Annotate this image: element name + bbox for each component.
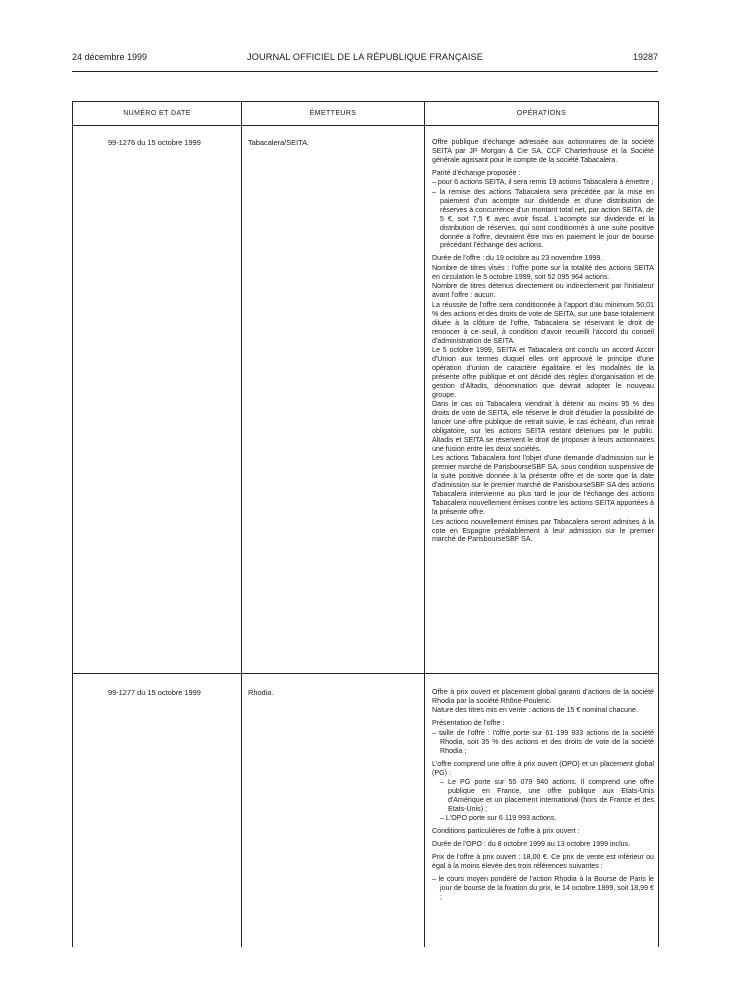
- column-header-emetteurs: ÉMETTEURS: [309, 110, 357, 117]
- paragraph: Durée de l'OPO : du 8 octobre 1999 au 13 octobre 1999 inclus.: [432, 840, 631, 849]
- operations-table: [72, 101, 659, 947]
- list-item: – L'OPO porte sur 6 119 993 actions.: [432, 814, 654, 823]
- paragraph: Les actions Tabacalera font l'objet d'une demande d'admission sur le premier marché de ParisbourseSBF SA, sous condition suspensive de la suite positive donnée à la présente offre et de sorte que la date d'admission sur le premier marché de ParisbourseSBF SA des actions Tabacalera intervienne au plus tard le jour de l'échange des actions Tabacalera nouvellement émises contre les actions SEITA apportées à la présente offre.: [432, 454, 654, 517]
- paragraph: Offre publique d'échange adressée aux actionnaires de la société SEITA par JP Morgan & Cie SA, CCF Charterhouse et la Société générale agissant pour le compte de la société Tabacalera.: [432, 138, 654, 164]
- row-2-emetteur: Rhodia.: [248, 688, 274, 697]
- list-item: – le cours moyen pondéré de l'action Rhodia à la Bourse de Paris le jour de bourse de la fixation du prix, le 14 octobre 1999, soit 18,99 € ;: [432, 875, 654, 902]
- paragraph: Durée de l'offre : du 19 octobre au 23 novembre 1999.: [432, 254, 603, 263]
- column-divider: [424, 102, 425, 947]
- header-date: 24 décembre 1999: [72, 52, 148, 62]
- row-divider: [73, 673, 658, 674]
- column-header-numero: NUMÉRO ET DATE: [123, 110, 191, 117]
- row-1-operations: [432, 138, 654, 545]
- list-item: – la remise des actions Tabacalera sera précédée par la mise en paiement d'un acompte sur dividende et d'une distribution de réserves à concurrence d'un montant total net, par action SEITA, de 5 €, soit 7,5 € avec avoir fiscal. L'acompte sur dividende et la distribution de réserves, qui sont conditionnés à une suite positive donnée à l'offre, devraient être mis en paiement le jour de bourse précédant l'échange des actions.: [432, 188, 654, 251]
- bullet-list: [432, 875, 654, 902]
- paragraph: La réussite de l'offre sera conditionnée à l'apport d'au minimum 50,01 % des actions et des droits de vote de SEITA, sur une base totalement diluée à la clôture de l'offre, Tabacalera se réservant le droit de renoncer à ce seuil, à condition d'avoir recueilli l'accord du conseil d'administration de SEITA.: [432, 300, 654, 345]
- row-2-operations: [432, 688, 654, 906]
- paragraph: Parité d'échange proposée :: [432, 168, 521, 177]
- list-item: – taille de l'offre : l'offre porte sur 61 199 933 actions de la société Rhodia, soit 35 % des actions et des droits de vote de la société Rhodia ;: [432, 729, 654, 756]
- paragraph: Conditions particulières de l'offre à prix ouvert :: [432, 827, 580, 836]
- row-2-numero: 99-1277 du 15 octobre 1999: [108, 688, 201, 697]
- page-number: 19287: [632, 52, 658, 62]
- paragraph: Les actions nouvellement émises par Tabacalera seront admises à la cote en Espagne préalablement à leur admission sur le premier marché de ParisbourseSBF SA.: [432, 517, 654, 544]
- paragraph: Nature des titres mis en vente : actions de 15 € nominal chacune.: [432, 706, 638, 715]
- page-header: [72, 52, 658, 68]
- paragraph: Nombre de titres détenus directement ou indirectement par l'initiateur avant l'offre : aucun.: [432, 282, 654, 300]
- bullet-list: [432, 178, 654, 250]
- paragraph: Prix de l'offre à prix ouvert : 18,00 €. Ce prix de vente est inférieur ou égal à la moins élevée des trois références suivantes :: [432, 853, 654, 871]
- row-1-emetteur: Tabacalera/SEITA.: [248, 138, 310, 147]
- paragraph: Nombre de titres visés : l'offre porte sur la totalité des actions SEITA en circulation le 5 octobre 1999, soit 52 095 964 actions.: [432, 263, 654, 281]
- table-header: [73, 102, 658, 126]
- column-divider: [241, 102, 242, 947]
- sub-list: [432, 778, 654, 823]
- journal-title: JOURNAL OFFICIEL DE LA RÉPUBLIQUE FRANÇAISE: [247, 52, 483, 62]
- paragraph: Dans le cas où Tabacalera viendrait à détenir au moins 95 % des droits de vote de SEITA, elle réserve le droit d'étudier la possibilité de lancer une offre publique de retrait suivie, le cas échéant, d'un retrait obligatoire, sur les actions SEITA restant détenues par le public. Altadis et SEITA se réservent le droit de proposer à leurs actionnaires une fusion entre les deux sociétés.: [432, 400, 654, 453]
- paragraph: Le 5 octobre 1999, SEITA et Tabacalera ont conclu un accord Accor d'Union aux termes duquel elles ont approuvé le principe d'une opération d'union de caractère égalitaire et les modalités de la présente offre publique et ont décidé des règles d'organisation et de gestion d'Altadis, dénomination que devrait adopter le nouveau groupe.: [432, 345, 654, 399]
- bullet-list: [432, 729, 654, 756]
- row-1-numero: 99-1276 du 15 octobre 1999: [108, 138, 201, 147]
- paragraph: Offre à prix ouvert et placement global garanti d'actions de la société Rhodia par la société Rhône-Poulenc.: [432, 688, 654, 705]
- header-rule: [72, 71, 658, 72]
- list-item: – Le PG porte sur 55 079 940 actions. Il comprend une offre publique en France, une offre publique aux Etats-Unis d'Amérique et un placement international (hors de France et des Etats-Unis) ;: [432, 778, 654, 814]
- column-header-operations: OPÉRATIONS: [516, 110, 567, 117]
- list-item: – pour 6 actions SEITA, il sera remis 19 actions Tabacalera à émettre ;: [432, 178, 654, 187]
- paragraph: L'offre comprend une offre à prix ouvert (OPO) et un placement global (PG) :: [432, 759, 654, 777]
- paragraph: Présentation de l'offre :: [432, 719, 505, 728]
